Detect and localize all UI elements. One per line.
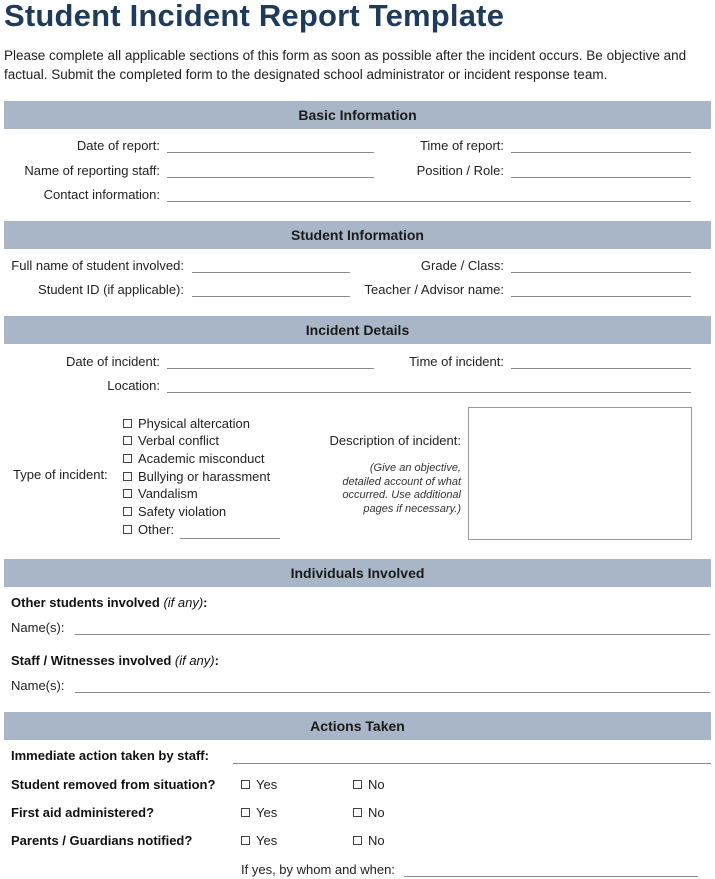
checkbox-icon: [241, 808, 250, 817]
reporting-staff-label: Name of reporting staff:: [24, 163, 160, 178]
contact-info-label: Contact information:: [43, 187, 160, 202]
other-students-names-field[interactable]: [75, 634, 710, 635]
immediate-action-field[interactable]: [233, 763, 711, 764]
other-students-names-label: Name(s):: [11, 620, 65, 635]
checkbox-icon: [241, 836, 250, 845]
checkbox-safety-violation[interactable]: Safety violation: [123, 504, 226, 519]
description-label: Description of incident:: [329, 433, 461, 448]
checkbox-icon: [123, 507, 132, 516]
section-title: Individuals Involved: [290, 565, 425, 581]
other-students-heading: Other students involved (if any):: [11, 595, 208, 610]
first-aid-label: First aid administered?: [11, 805, 155, 820]
section-title: Incident Details: [305, 322, 410, 338]
checkbox-academic-misconduct[interactable]: Academic misconduct: [123, 451, 264, 466]
page-title: Student Incident Report Template: [4, 0, 505, 33]
first-aid-yes[interactable]: Yes: [241, 805, 277, 820]
time-of-report-label: Time of report:: [419, 138, 504, 153]
checkbox-icon: [241, 780, 250, 789]
description-textbox[interactable]: [468, 407, 692, 540]
if-yes-by-whom-field[interactable]: [404, 876, 698, 877]
date-of-incident-field[interactable]: [167, 368, 374, 369]
checkbox-vandalism[interactable]: Vandalism: [123, 486, 198, 501]
checkbox-bullying-harassment[interactable]: Bullying or harassment: [123, 469, 270, 484]
student-removed-no[interactable]: No: [353, 777, 385, 792]
contact-info-field[interactable]: [167, 201, 691, 202]
teacher-advisor-field[interactable]: [511, 296, 691, 297]
immediate-action-label: Immediate action taken by staff:: [11, 748, 209, 763]
reporting-staff-field[interactable]: [167, 177, 374, 178]
section-header-student-information: [4, 221, 711, 249]
grade-class-field[interactable]: [511, 272, 691, 273]
position-role-field[interactable]: [511, 177, 691, 178]
grade-class-label: Grade / Class:: [420, 258, 504, 273]
section-title: Student Information: [291, 227, 424, 243]
date-of-report-label: Date of report:: [76, 138, 160, 153]
staff-witnesses-names-field[interactable]: [75, 692, 710, 693]
incident-type-label: Type of incident:: [13, 467, 108, 482]
staff-witnesses-names-label: Name(s):: [11, 678, 65, 693]
other-type-field[interactable]: [180, 538, 280, 539]
location-field[interactable]: [167, 392, 691, 393]
parents-notified-no[interactable]: No: [353, 833, 385, 848]
time-of-incident-field[interactable]: [511, 368, 691, 369]
section-header-individuals-involved: [4, 559, 711, 587]
if-yes-by-whom-label: If yes, by whom and when:: [241, 862, 395, 877]
checkbox-icon: [353, 808, 362, 817]
section-title: Actions Taken: [310, 718, 405, 734]
date-of-incident-label: Date of incident:: [66, 354, 160, 369]
parents-notified-yes[interactable]: Yes: [241, 833, 277, 848]
section-header-incident-details: [4, 316, 711, 344]
time-of-incident-label: Time of incident:: [409, 354, 504, 369]
student-removed-label: Student removed from situation?: [11, 777, 216, 792]
student-full-name-label: Full name of student involved:: [11, 258, 184, 273]
checkbox-icon: [123, 472, 132, 481]
location-label: Location:: [107, 378, 160, 393]
section-header-basic-information: [4, 101, 711, 129]
first-aid-no[interactable]: No: [353, 805, 385, 820]
time-of-report-field[interactable]: [511, 152, 691, 153]
student-id-field[interactable]: [192, 296, 350, 297]
section-header-actions-taken: [4, 712, 711, 740]
teacher-advisor-label: Teacher / Advisor name:: [364, 282, 504, 297]
checkbox-icon: [123, 525, 132, 534]
checkbox-icon: [123, 419, 132, 428]
checkbox-verbal-conflict[interactable]: Verbal conflict: [123, 433, 219, 448]
student-id-label: Student ID (if applicable):: [38, 282, 184, 297]
position-role-label: Position / Role:: [416, 163, 504, 178]
student-removed-yes[interactable]: Yes: [241, 777, 277, 792]
description-hint: (Give an objective, detailed account of what occurred. Use additional pages if necessary.): [342, 462, 461, 515]
date-of-report-field[interactable]: [167, 152, 374, 153]
staff-witnesses-heading: Staff / Witnesses involved (if any):: [11, 653, 219, 668]
parents-notified-label: Parents / Guardians notified?: [11, 833, 193, 848]
checkbox-icon: [123, 489, 132, 498]
student-full-name-field[interactable]: [192, 272, 350, 273]
intro-text: Please complete all applicable sections of this form as soon as possible after the incident occurs. Be objective and factual. Submit the completed form to the designated school administrator or incident response team.: [4, 48, 687, 82]
checkbox-icon: [353, 836, 362, 845]
checkbox-physical-altercation[interactable]: Physical altercation: [123, 416, 250, 431]
checkbox-icon: [123, 454, 132, 463]
section-title: Basic Information: [298, 107, 417, 123]
checkbox-icon: [123, 436, 132, 445]
checkbox-other[interactable]: Other:: [123, 522, 174, 537]
checkbox-icon: [353, 780, 362, 789]
